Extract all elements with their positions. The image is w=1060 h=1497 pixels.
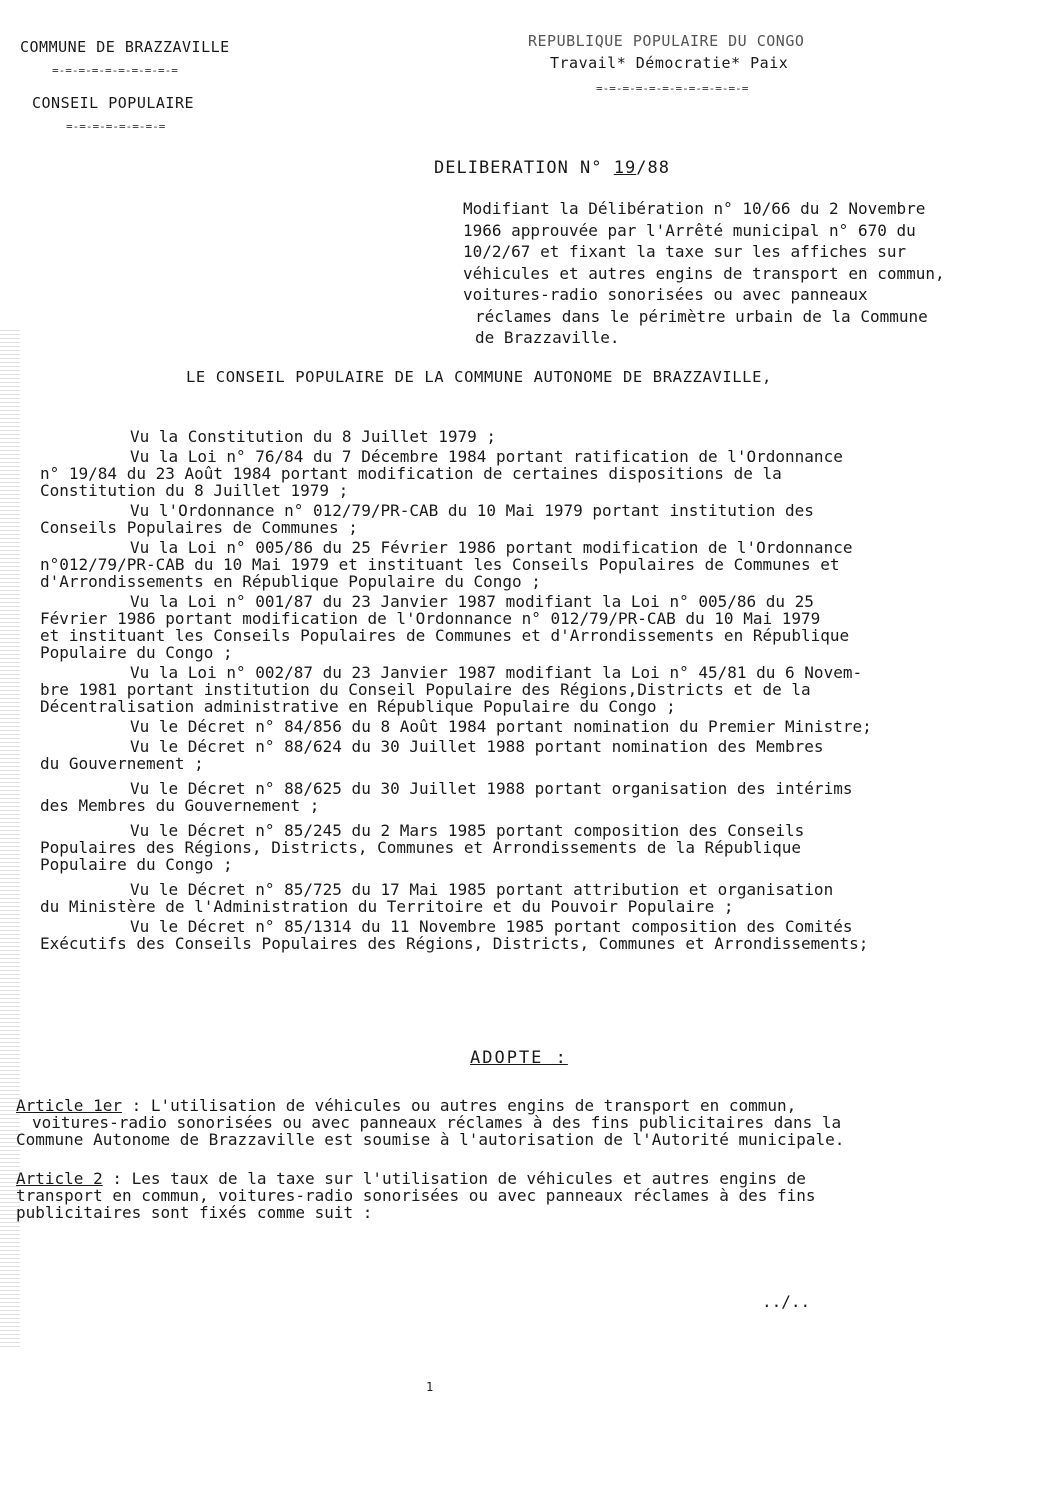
council-heading: CONSEIL POPULAIRE	[32, 94, 195, 112]
visa-line: Vu le Décret n° 85/1314 du 11 Novembre 1985 portant composition des Comités	[130, 917, 853, 936]
deliberation-title	[434, 158, 670, 178]
subject-line: véhicules et autres engins de transport en commun,	[463, 263, 945, 283]
visa-line: Vu la Constitution du 8 Juillet 1979 ;	[130, 427, 497, 446]
visa-line: des Membres du Gouvernement ;	[40, 796, 320, 815]
council-separator: =-=-=-=-=-=-=-=	[66, 120, 166, 133]
deliberation-number: 19	[613, 158, 637, 178]
visa-line: Vu la Loi n° 76/84 du 7 Décembre 1984 portant ratification de l'Ordonnance	[130, 447, 843, 466]
article-text: publicitaires sont fixés comme suit :	[16, 1203, 373, 1222]
visa-line: Vu la Loi n° 002/87 du 23 Janvier 1987 modifiant la Loi n° 45/81 du 6 Novem-	[130, 663, 863, 682]
article-label: Article 1er	[16, 1096, 122, 1115]
visa-line: n° 19/84 du 23 Août 1984 portant modification de certaines dispositions de la	[40, 464, 782, 483]
council-title: LE CONSEIL POPULAIRE DE LA COMMUNE AUTONOME DE BRAZZAVILLE,	[186, 368, 772, 386]
article-text: voitures-radio sonorisées ou avec panneaux réclames à des fins publicitaires dans la	[32, 1113, 842, 1132]
visa-line: Décentralisation administrative en République Populaire du Congo ;	[40, 697, 676, 716]
visa-line: Vu le Décret n° 84/856 du 8 Août 1984 portant nomination du Premier Ministre;	[130, 717, 872, 736]
national-motto: Travail* Démocratie* Paix	[550, 54, 789, 72]
country-heading: REPUBLIQUE POPULAIRE DU CONGO	[528, 32, 805, 50]
article-text: : L'utilisation de véhicules ou autres engins de transport en commun,	[121, 1096, 797, 1115]
visa-line: Vu la Loi n° 001/87 du 23 Janvier 1987 modifiant la Loi n° 005/86 du 25	[130, 592, 814, 611]
article-1	[16, 1097, 1026, 1148]
visa-line: d'Arrondissements en République Populaire du Congo ;	[40, 572, 541, 591]
commune-separator: =-=-=-=-=-=-=-=-=-=	[52, 64, 178, 77]
visa-line: Vu le Décret n° 85/245 du 2 Mars 1985 portant composition des Conseils	[130, 821, 805, 840]
visa-line: Vu la Loi n° 005/86 du 25 Février 1986 portant modification de l'Ordonnance	[130, 538, 853, 557]
visa-line: Vu l'Ordonnance n° 012/79/PR-CAB du 10 Mai 1979 portant institution des	[130, 501, 814, 520]
subject-line: 10/2/67 et fixant la taxe sur les affiches sur	[463, 242, 907, 261]
article-text: transport en commun, voitures-radio sonorisées ou avec panneaux réclames à des fins	[16, 1186, 816, 1205]
deliberation-subject	[463, 198, 1023, 349]
deliberation-label: DELIBERATION N°	[434, 158, 603, 178]
continuation-mark: ../..	[762, 1292, 811, 1311]
article-text: : Les taux de la taxe sur l'utilisation de véhicules et autres engins de	[102, 1169, 806, 1188]
visa-line: Populaires des Régions, Districts, Communes et Arrondissements de la République	[40, 838, 801, 857]
article-text: Commune Autonome de Brazzaville est soumise à l'autorisation de l'Autorité municipale.	[16, 1130, 845, 1149]
visa-line: bre 1981 portant institution du Conseil Populaire des Régions,Districts et de la	[40, 680, 811, 699]
visa-line: Populaire du Congo ;	[40, 643, 233, 662]
visa-line: et instituant les Conseils Populaires de Communes et d'Arrondissements en République	[40, 626, 850, 645]
motto-separator: =-=-=-=-=-=-=-=-=-=-=-=	[596, 82, 749, 95]
visa-line: du Ministère de l'Administration du Territoire et du Pouvoir Populaire ;	[40, 897, 734, 916]
subject-line: voitures-radio sonorisées ou avec panneaux	[463, 285, 868, 304]
article-2	[16, 1170, 1026, 1221]
subject-line: Modifiant la Délibération n° 10/66 du 2 Novembre	[463, 199, 926, 218]
visa-line: Constitution du 8 Juillet 1979 ;	[40, 481, 349, 500]
article-label: Article 2	[16, 1169, 103, 1188]
page-mark: 1	[426, 1380, 434, 1394]
visa-line: du Gouvernement ;	[40, 754, 204, 773]
visa-line: Vu le Décret n° 88/625 du 30 Juillet 1988 portant organisation des intérims	[130, 779, 853, 798]
subject-line: réclames dans le périmètre urbain de la Commune	[475, 306, 928, 326]
visa-list	[40, 428, 1030, 952]
subject-line: 1966 approuvée par l'Arrêté municipal n° 670 du	[463, 220, 916, 240]
visa-line: Exécutifs des Conseils Populaires des Régions, Districts, Communes et Arrondissements;	[40, 934, 869, 953]
visa-line: Février 1986 portant modification de l'Ordonnance n° 012/79/PR-CAB du 10 Mai 1979	[40, 609, 821, 628]
deliberation-year: /88	[636, 158, 670, 178]
visa-line: Populaire du Congo ;	[40, 855, 233, 874]
commune-heading: COMMUNE DE BRAZZAVILLE	[20, 38, 230, 56]
visa-line: Conseils Populaires de Communes ;	[40, 518, 358, 537]
visa-line: n°012/79/PR-CAB du 10 Mai 1979 et instituant les Conseils Populaires de Communes et	[40, 555, 840, 574]
subject-line: de Brazzaville.	[475, 328, 620, 347]
visa-line: Vu le Décret n° 88/624 du 30 Juillet 1988 portant nomination des Membres	[130, 737, 824, 756]
adopte-heading: ADOPTE :	[470, 1048, 568, 1068]
visa-line: Vu le Décret n° 85/725 du 17 Mai 1985 portant attribution et organisation	[130, 880, 834, 899]
